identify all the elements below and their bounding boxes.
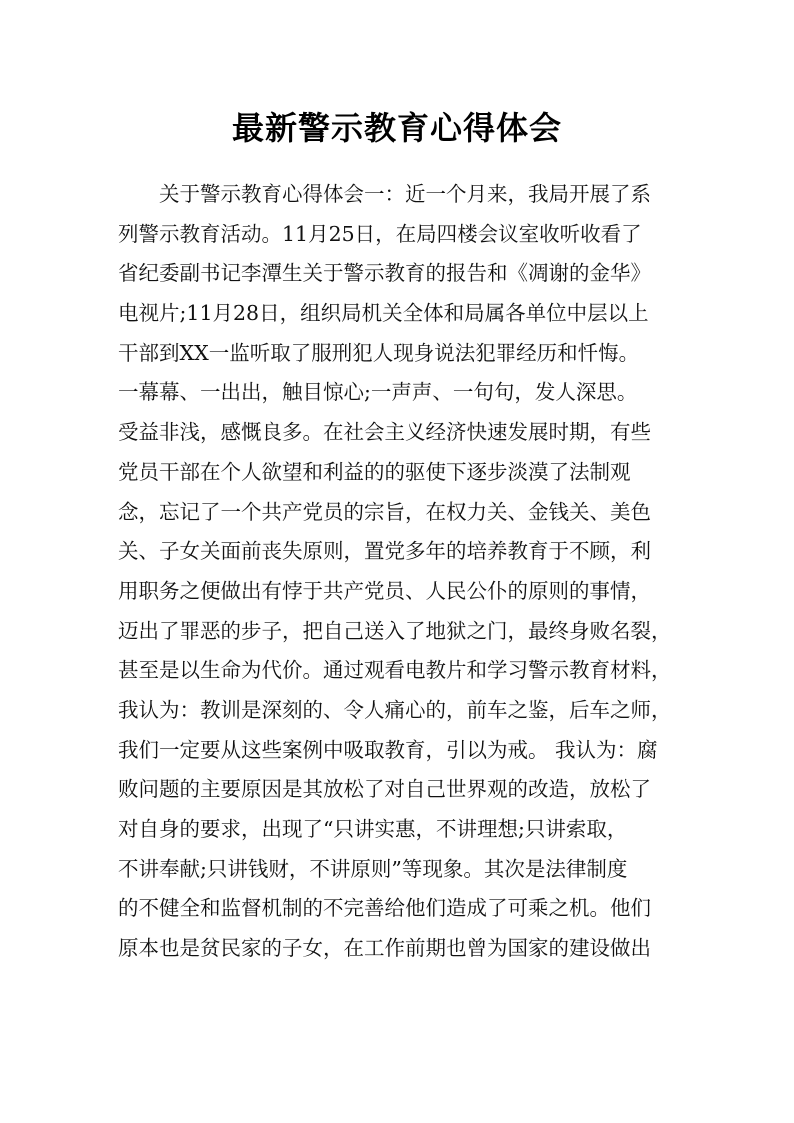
- body-line-1: 关于警示教育心得体会一：近一个月来，我局开展了系: [118, 182, 651, 206]
- body-line-4: 电视片;11月28日，组织局机关全体和局属各单位中层以上: [118, 301, 649, 326]
- body-line-16: 败问题的主要原因是其放松了对自己世界观的改造，放松了: [118, 777, 651, 802]
- body-line-19: 的不健全和监督机制的不完善给他们造成了可乘之机。他们: [118, 896, 651, 921]
- body-line-5: 干部到XX一监听取了服刑犯人现身说法犯罪经历和忏悔。: [118, 340, 640, 365]
- body-line-11: 用职务之便做出有悖于共产党员、人民公仆的原则的事情，: [118, 578, 651, 603]
- body-line-17: 对自身的要求，出现了“只讲实惠，不讲理想;只讲索取，: [118, 817, 628, 841]
- body-line-15: 我们一定要从这些案例中吸取教育，引以为戒。 我认为：腐: [118, 737, 658, 762]
- body-line-12: 迈出了罪恶的步子，把自己送入了地狱之门，最终身败名裂，: [118, 618, 672, 643]
- body-line-18: 不讲奉献;只讲钱财，不讲原则”等现象。其次是法律制度: [118, 856, 628, 881]
- body-line-14: 我认为：教训是深刻的、令人痛心的，前车之鉴，后车之师，: [118, 697, 672, 722]
- body-line-20: 原本也是贫民家的子女，在工作前期也曾为国家的建设做出: [118, 936, 651, 961]
- body-line-9: 念，忘记了一个共产党员的宗旨，在权力关、金钱关、美色: [118, 499, 651, 524]
- body-line-7: 受益非浅，感慨良多。在社会主义经济快速发展时期，有些: [118, 420, 651, 445]
- body-line-13: 甚至是以生命为代价。通过观看电教片和学习警示教育材料，: [118, 658, 672, 683]
- body-line-10: 关、子女关面前丧失原则，置党多年的培养教育于不顾，利: [118, 539, 651, 564]
- body-line-2: 列警示教育活动。11月25日，在局四楼会议室收听收看了: [118, 221, 642, 246]
- body-line-3: 省纪委副书记李潭生关于警示教育的报告和《凋谢的金华》: [118, 261, 651, 286]
- body-line-6: 一幕幕、一出出，触目惊心;一声声、一句句，发人深思。: [118, 380, 638, 405]
- document-body: [118, 175, 688, 969]
- body-line-8: 党员干部在个人欲望和利益的的驱使下逐步淡漠了法制观: [118, 459, 631, 484]
- document-title: 最新警示教育心得体会: [231, 109, 562, 147]
